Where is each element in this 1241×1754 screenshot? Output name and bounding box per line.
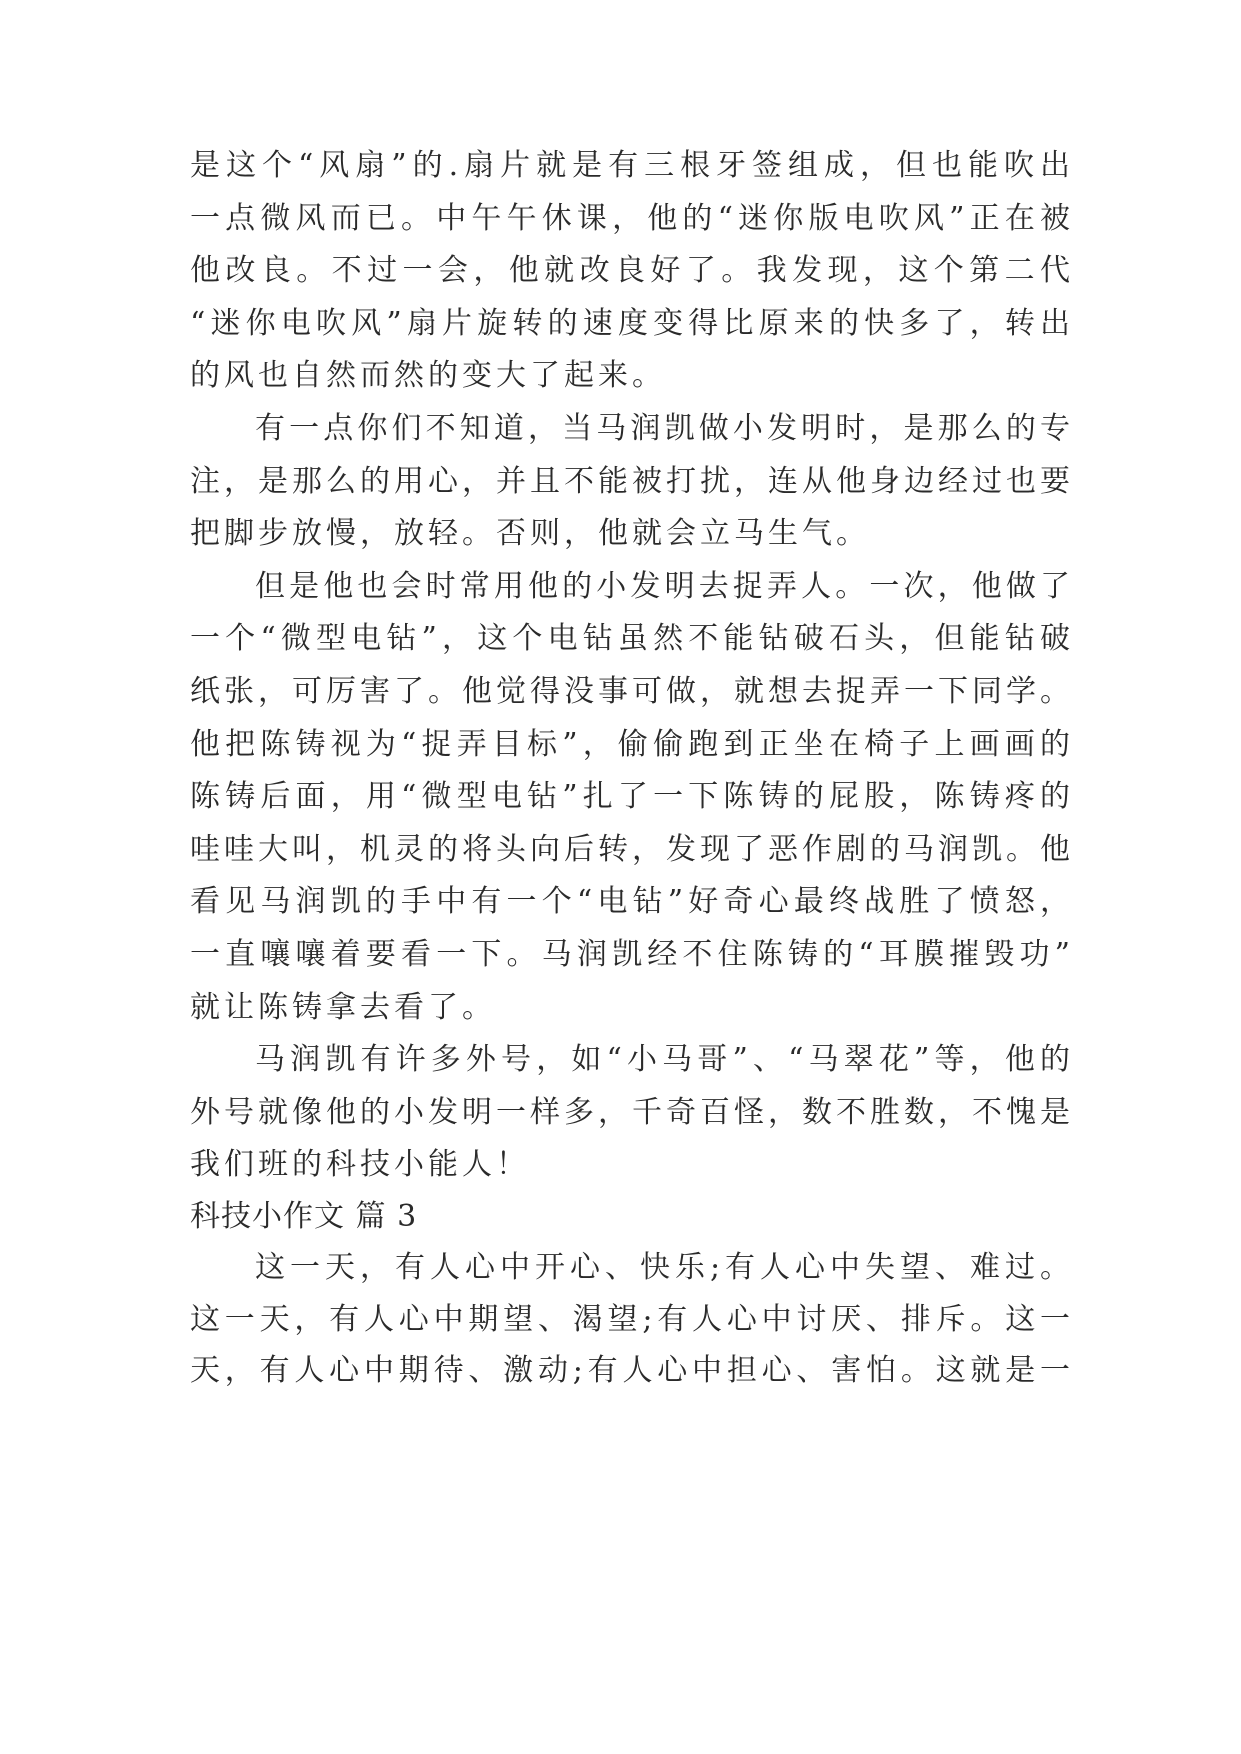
section-heading: 科技小作文 篇 3 [190, 1199, 418, 1234]
text-line: 注，是那么的用心，并且不能被打扰，连从他身边经过也要 [190, 463, 1070, 499]
text-line: 哇哇大叫，机灵的将头向后转，发现了恶作剧的马润凯。他 [190, 831, 1070, 867]
text-line: 有一点你们不知道，当马润凯做小发明时，是那么的专 [255, 411, 1070, 446]
text-line: 纸张，可厉害了。他觉得没事可做，就想去捉弄一下同学。 [190, 674, 1070, 709]
text-line: 外号就像他的小发明一样多，千奇百怪，数不胜数，不愧是 [190, 1094, 1070, 1130]
text-line: 他把陈铸视为“捉弄目标”，偷偷跑到正坐在椅子上画画的 [190, 726, 1070, 762]
text-line: 但是他也会时常用他的小发明去捉弄人。一次，他做了 [255, 568, 1070, 604]
text-line: 是这个“风扇”的.扇片就是有三根牙签组成，但也能吹出 [190, 148, 1070, 183]
text-line: 就让陈铸拿去看了。 [190, 989, 496, 1025]
text-line: 马润凯有许多外号，如“小马哥”、“马翠花”等，他的 [255, 1042, 1070, 1078]
text-line: 天，有人心中期待、激动;有人心中担心、害怕。这就是一 [190, 1353, 1070, 1388]
text-line: 一个“微型电钻”，这个电钻虽然不能钻破石头，但能钻破 [190, 621, 1070, 657]
text-line: 这一天，有人心中开心、快乐;有人心中失望、难过。 [255, 1250, 1070, 1285]
text-line: 一直嚷嚷着要看一下。马润凯经不住陈铸的“耳膜摧毁功” [190, 937, 1070, 972]
text-line: 陈铸后面，用“微型电钻”扎了一下陈铸的屁股，陈铸疼的 [190, 779, 1070, 815]
text-line: 他改良。不过一会，他就改良好了。我发现，这个第二代 [190, 253, 1070, 289]
text-line: 把脚步放慢，放轻。否则，他就会立马生气。 [190, 516, 870, 552]
text-line: 一点微风而已。中午午休课，他的“迷你版电吹风”正在被 [190, 200, 1070, 236]
text-line: 看见马润凯的手中有一个“电钻”好奇心最终战胜了愤怒， [190, 884, 1070, 920]
text-line: 这一天，有人心中期望、渴望;有人心中讨厌、排斥。这一 [190, 1301, 1070, 1337]
text-line: 的风也自然而然的变大了起来。 [190, 358, 666, 394]
text-line: 我们班的科技小能人！ [190, 1147, 530, 1183]
text-line: “迷你电吹风”扇片旋转的速度变得比原来的快多了，转出 [190, 305, 1070, 341]
